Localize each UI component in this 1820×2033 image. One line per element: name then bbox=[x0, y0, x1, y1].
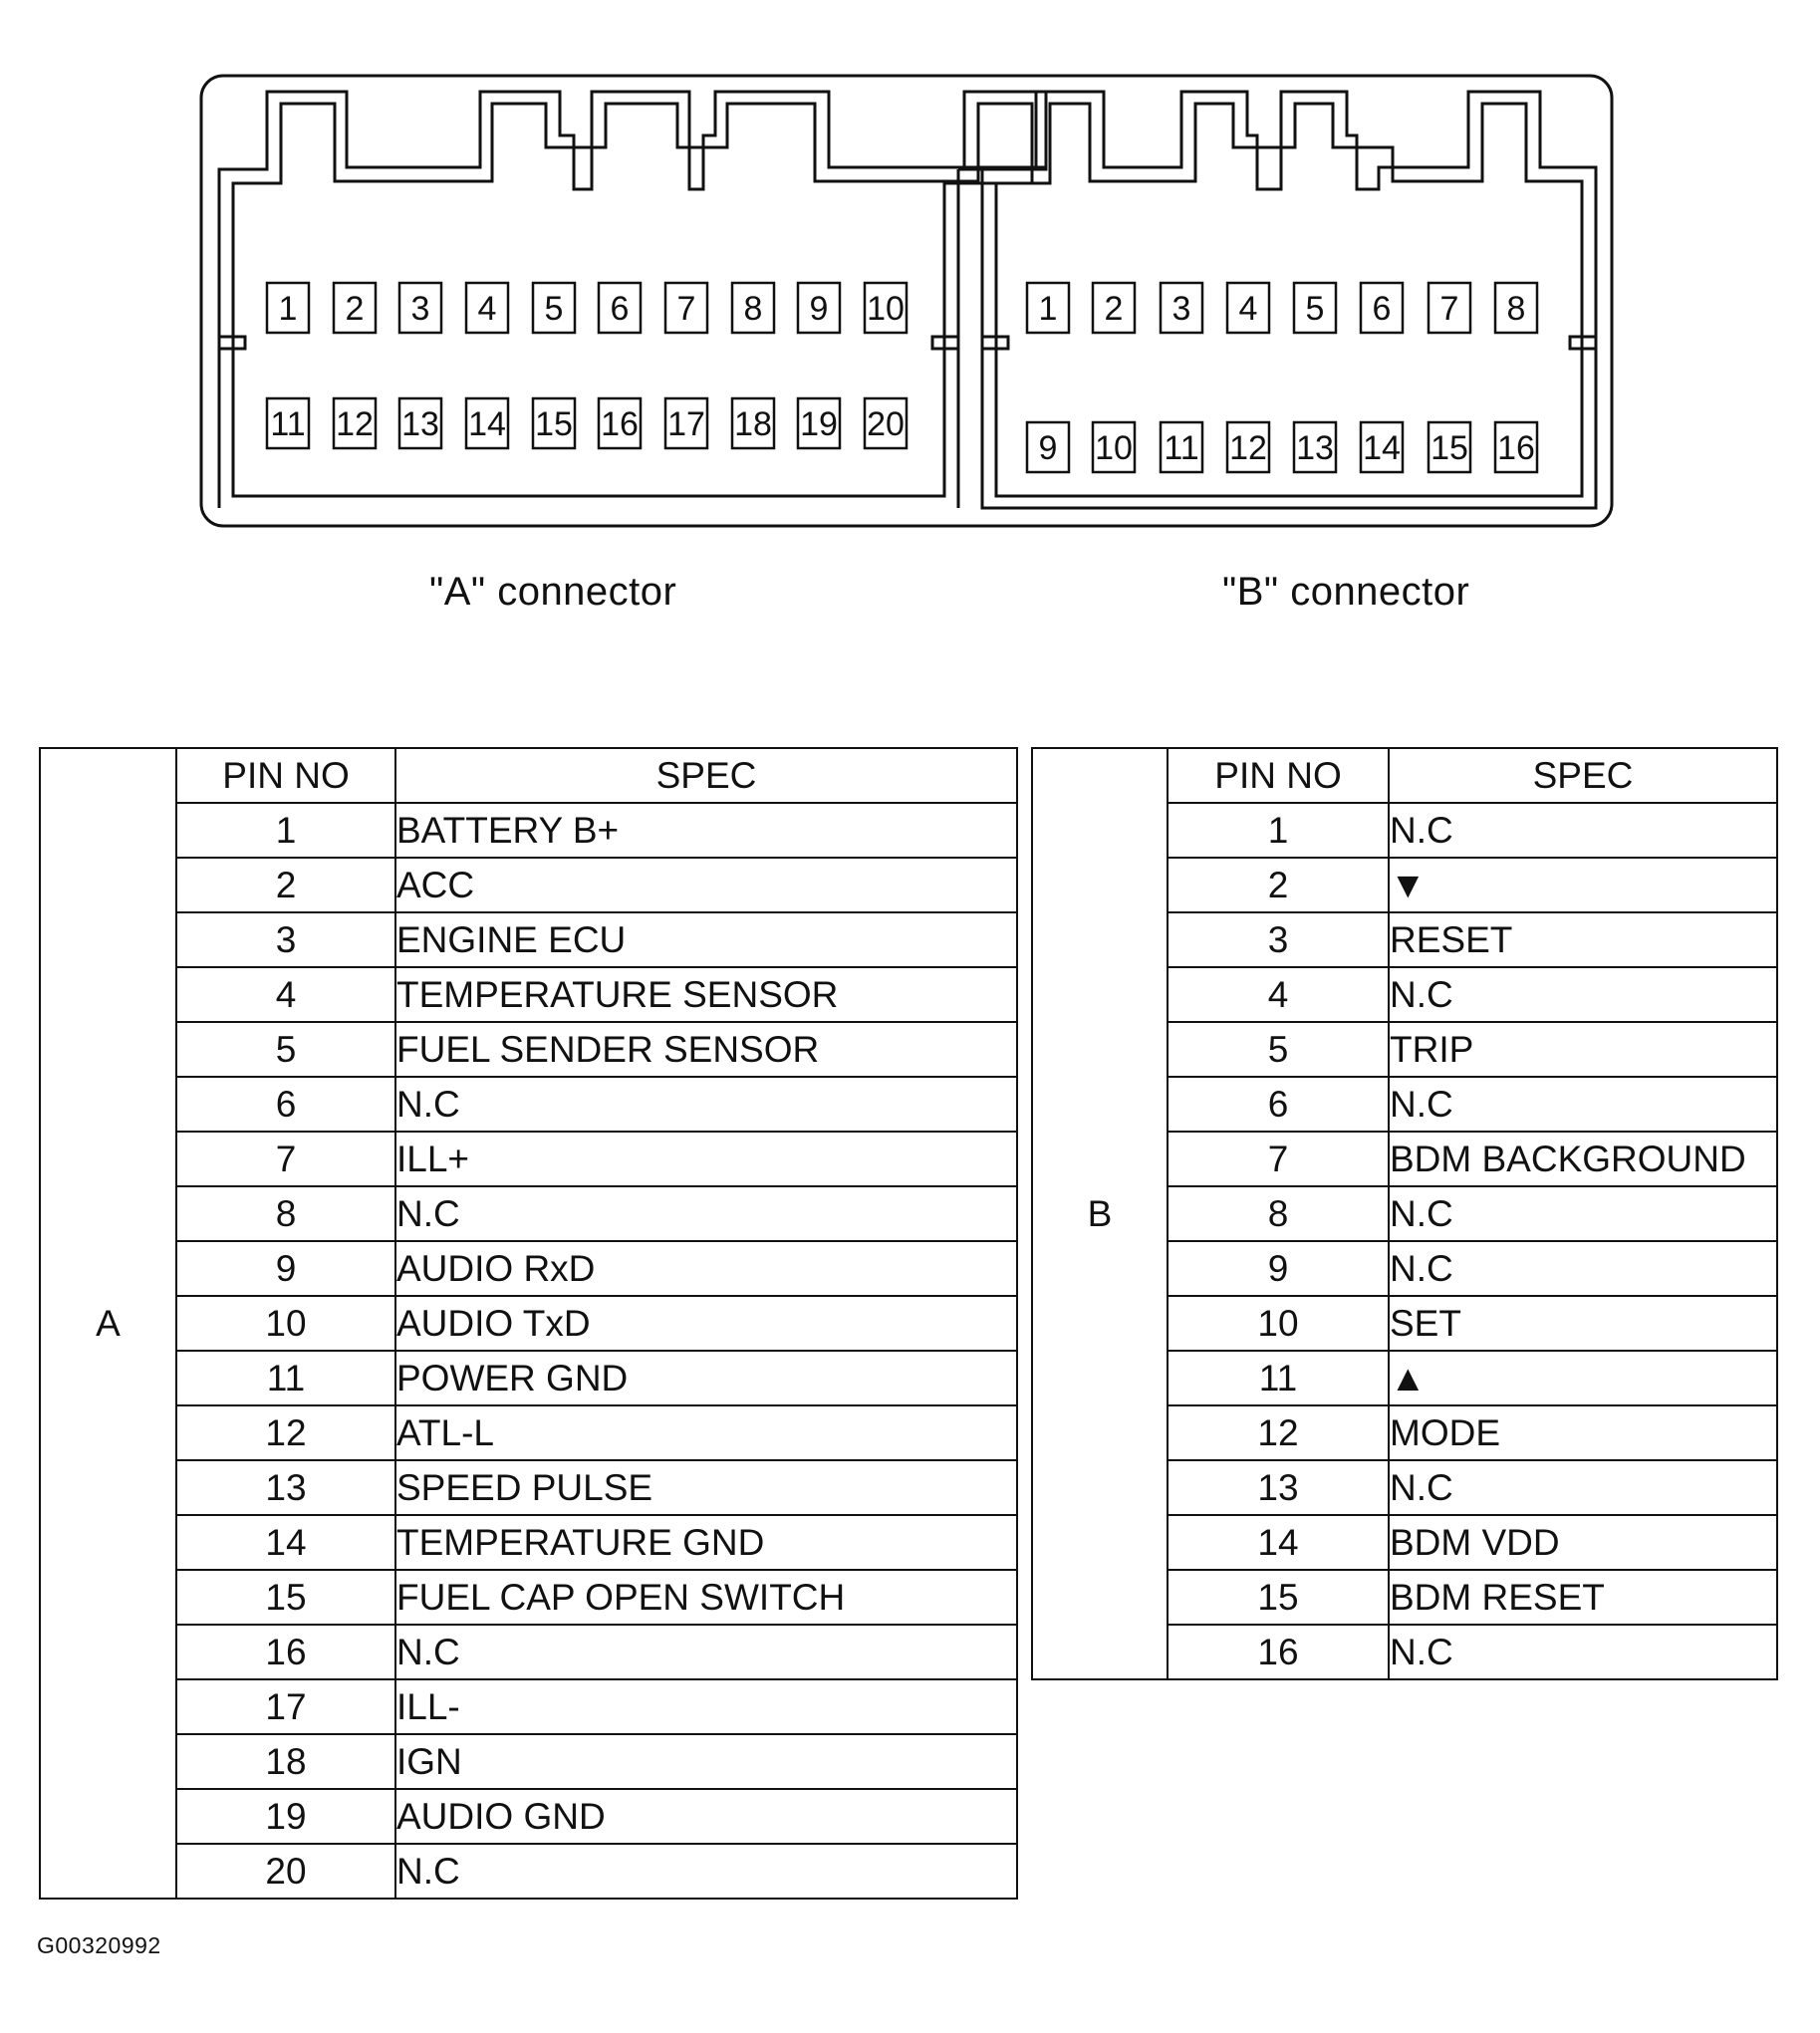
connector-a-pin-label: 16 bbox=[601, 405, 639, 443]
table-row bbox=[40, 1844, 1017, 1899]
pin-number-cell: 14 bbox=[1168, 1515, 1389, 1570]
connector-b-pin-label: 8 bbox=[1506, 290, 1526, 328]
connector-a-pin-label: 3 bbox=[410, 290, 430, 328]
pin-spec-cell: MODE bbox=[1389, 1405, 1777, 1460]
connector-b-pin-label: 13 bbox=[1296, 429, 1334, 467]
pin-number-cell: 11 bbox=[176, 1351, 395, 1405]
connector-a-pin-label: 7 bbox=[676, 290, 696, 328]
connector-a-pin-label: 5 bbox=[544, 290, 564, 328]
connector-a-pin-label: 19 bbox=[800, 405, 838, 443]
table-row bbox=[40, 1132, 1017, 1186]
connector-b-pin-label: 1 bbox=[1038, 290, 1058, 328]
pin-spec-cell: ILL- bbox=[395, 1679, 1017, 1734]
connector-b-pin-table bbox=[1031, 747, 1778, 1680]
pin-number-cell: 5 bbox=[1168, 1022, 1389, 1077]
table-row bbox=[40, 1570, 1017, 1625]
pin-number-cell: 8 bbox=[176, 1186, 395, 1241]
pin-spec-cell: N.C bbox=[1389, 803, 1777, 858]
table-row bbox=[40, 1460, 1017, 1515]
pin-number-cell: 12 bbox=[1168, 1405, 1389, 1460]
spec-header: SPEC bbox=[1389, 748, 1777, 803]
connector-a-caption: "A" connector bbox=[429, 570, 677, 614]
connector-b-pin-label: 3 bbox=[1171, 290, 1191, 328]
connector-group-label: A bbox=[40, 748, 176, 1899]
connector-b-pin-label: 11 bbox=[1164, 429, 1199, 467]
pin-no-header: PIN NO bbox=[1168, 748, 1389, 803]
pin-spec-cell: BDM VDD bbox=[1389, 1515, 1777, 1570]
pin-spec-cell: SET bbox=[1389, 1296, 1777, 1351]
pin-spec-cell: N.C bbox=[395, 1844, 1017, 1899]
pin-spec-cell: N.C bbox=[1389, 1625, 1777, 1679]
connector-b-pins bbox=[1027, 283, 1537, 472]
table-row bbox=[40, 858, 1017, 912]
table-row bbox=[40, 1625, 1017, 1679]
pin-number-cell: 13 bbox=[176, 1460, 395, 1515]
table-row bbox=[40, 1789, 1017, 1844]
connector-b-caption: "B" connector bbox=[1222, 570, 1470, 614]
pin-spec-cell: AUDIO RxD bbox=[395, 1241, 1017, 1296]
pin-spec-cell: TRIP bbox=[1389, 1022, 1777, 1077]
table-row bbox=[40, 1351, 1017, 1405]
pin-number-cell: 12 bbox=[176, 1405, 395, 1460]
pin-spec-cell: FUEL SENDER SENSOR bbox=[395, 1022, 1017, 1077]
pin-no-header: PIN NO bbox=[176, 748, 395, 803]
connector-a-pin-label: 11 bbox=[270, 405, 306, 443]
table-row bbox=[40, 1022, 1017, 1077]
pin-number-cell: 3 bbox=[1168, 912, 1389, 967]
pin-number-cell: 6 bbox=[1168, 1077, 1389, 1132]
connector-a-pin-label: 2 bbox=[345, 290, 365, 328]
connector-b-pin-label: 12 bbox=[1229, 429, 1267, 467]
pin-spec-cell: IGN bbox=[395, 1734, 1017, 1789]
table-header-row bbox=[40, 748, 1017, 803]
table-row bbox=[40, 1296, 1017, 1351]
pin-spec-cell: N.C bbox=[395, 1625, 1017, 1679]
pin-number-cell: 6 bbox=[176, 1077, 395, 1132]
pin-spec-cell: BATTERY B+ bbox=[395, 803, 1017, 858]
pin-spec-cell: ENGINE ECU bbox=[395, 912, 1017, 967]
pin-number-cell: 16 bbox=[176, 1625, 395, 1679]
table-row bbox=[40, 967, 1017, 1022]
pin-spec-cell: SPEED PULSE bbox=[395, 1460, 1017, 1515]
pin-spec-cell: ▼ bbox=[1389, 858, 1777, 912]
connector-b-pin-label: 10 bbox=[1095, 429, 1133, 467]
pin-spec-cell: TEMPERATURE GND bbox=[395, 1515, 1017, 1570]
pin-number-cell: 1 bbox=[176, 803, 395, 858]
connector-b-pin-label: 15 bbox=[1430, 429, 1468, 467]
pin-spec-cell: ATL-L bbox=[395, 1405, 1017, 1460]
pin-number-cell: 5 bbox=[176, 1022, 395, 1077]
connector-a-pin-label: 17 bbox=[667, 405, 705, 443]
pin-number-cell: 10 bbox=[1168, 1296, 1389, 1351]
pin-number-cell: 13 bbox=[1168, 1460, 1389, 1515]
pin-spec-cell: N.C bbox=[1389, 1186, 1777, 1241]
connector-a-outline bbox=[219, 92, 1046, 508]
connector-a-pin-label: 18 bbox=[734, 405, 772, 443]
table-row bbox=[40, 1405, 1017, 1460]
figure-id: G00320992 bbox=[37, 1932, 161, 1958]
pin-number-cell: 1 bbox=[1168, 803, 1389, 858]
pin-spec-cell: AUDIO GND bbox=[395, 1789, 1017, 1844]
connector-a-pin-label: 12 bbox=[336, 405, 374, 443]
connector-a-pin-label: 6 bbox=[610, 290, 630, 328]
connector-a-pin-table bbox=[39, 747, 1018, 1900]
connector-a-pin-label: 14 bbox=[468, 405, 506, 443]
pin-spec-cell: N.C bbox=[395, 1186, 1017, 1241]
connector-a-pin-label: 4 bbox=[477, 290, 497, 328]
connector-b-pin-label: 4 bbox=[1238, 290, 1258, 328]
connector-group-label: B bbox=[1032, 748, 1168, 1679]
pin-spec-cell: ▲ bbox=[1389, 1351, 1777, 1405]
pin-number-cell: 7 bbox=[1168, 1132, 1389, 1186]
connector-b-pin-label: 6 bbox=[1372, 290, 1392, 328]
pin-number-cell: 15 bbox=[1168, 1570, 1389, 1625]
pin-number-cell: 2 bbox=[176, 858, 395, 912]
connector-a-pins bbox=[267, 283, 907, 448]
pin-number-cell: 19 bbox=[176, 1789, 395, 1844]
pin-number-cell: 18 bbox=[176, 1734, 395, 1789]
table-row bbox=[40, 1515, 1017, 1570]
pin-number-cell: 20 bbox=[176, 1844, 395, 1899]
pin-spec-cell: N.C bbox=[1389, 967, 1777, 1022]
connector-b-pin-label: 14 bbox=[1363, 429, 1401, 467]
table-row bbox=[40, 1241, 1017, 1296]
pin-number-cell: 14 bbox=[176, 1515, 395, 1570]
pin-number-cell: 9 bbox=[1168, 1241, 1389, 1296]
table-header-row bbox=[1032, 748, 1777, 803]
pin-number-cell: 15 bbox=[176, 1570, 395, 1625]
pin-number-cell: 7 bbox=[176, 1132, 395, 1186]
table-row bbox=[40, 912, 1017, 967]
connector-a-pin-label: 9 bbox=[809, 290, 829, 328]
pin-spec-cell: ILL+ bbox=[395, 1132, 1017, 1186]
pin-number-cell: 16 bbox=[1168, 1625, 1389, 1679]
pin-number-cell: 4 bbox=[176, 967, 395, 1022]
pin-spec-cell: RESET bbox=[1389, 912, 1777, 967]
pin-spec-cell: N.C bbox=[1389, 1077, 1777, 1132]
pin-spec-cell: TEMPERATURE SENSOR bbox=[395, 967, 1017, 1022]
connector-b-pin-label: 16 bbox=[1497, 429, 1535, 467]
pin-number-cell: 3 bbox=[176, 912, 395, 967]
pin-spec-cell: N.C bbox=[1389, 1460, 1777, 1515]
pin-number-cell: 17 bbox=[176, 1679, 395, 1734]
connector-a-pin-label: 20 bbox=[867, 405, 905, 443]
pin-spec-cell: N.C bbox=[395, 1077, 1017, 1132]
connector-b-pin-label: 2 bbox=[1104, 290, 1124, 328]
connector-a-pin-label: 15 bbox=[535, 405, 573, 443]
pin-spec-cell: FUEL CAP OPEN SWITCH bbox=[395, 1570, 1017, 1625]
connector-diagram bbox=[0, 0, 1820, 538]
table-row bbox=[40, 1186, 1017, 1241]
table-row bbox=[40, 1679, 1017, 1734]
table-row bbox=[40, 1734, 1017, 1789]
pin-spec-cell: BDM RESET bbox=[1389, 1570, 1777, 1625]
spec-header: SPEC bbox=[395, 748, 1017, 803]
pin-number-cell: 2 bbox=[1168, 858, 1389, 912]
connector-a-pin-label: 8 bbox=[743, 290, 763, 328]
pin-number-cell: 11 bbox=[1168, 1351, 1389, 1405]
pin-number-cell: 8 bbox=[1168, 1186, 1389, 1241]
table-row bbox=[40, 803, 1017, 858]
table-row bbox=[40, 1077, 1017, 1132]
connector-a-pin-label: 1 bbox=[278, 290, 298, 328]
pin-number-cell: 4 bbox=[1168, 967, 1389, 1022]
connector-a-pin-label: 10 bbox=[867, 290, 905, 328]
pin-spec-cell: AUDIO TxD bbox=[395, 1296, 1017, 1351]
pin-spec-cell: N.C bbox=[1389, 1241, 1777, 1296]
pin-spec-cell: ACC bbox=[395, 858, 1017, 912]
pin-number-cell: 10 bbox=[176, 1296, 395, 1351]
connector-b-pin-label: 9 bbox=[1038, 429, 1058, 467]
connector-b-pin-label: 5 bbox=[1305, 290, 1325, 328]
connector-b-pin-label: 7 bbox=[1439, 290, 1459, 328]
pin-spec-cell: POWER GND bbox=[395, 1351, 1017, 1405]
pin-spec-cell: BDM BACKGROUND bbox=[1389, 1132, 1777, 1186]
connector-a-pin-label: 13 bbox=[401, 405, 439, 443]
pin-number-cell: 9 bbox=[176, 1241, 395, 1296]
